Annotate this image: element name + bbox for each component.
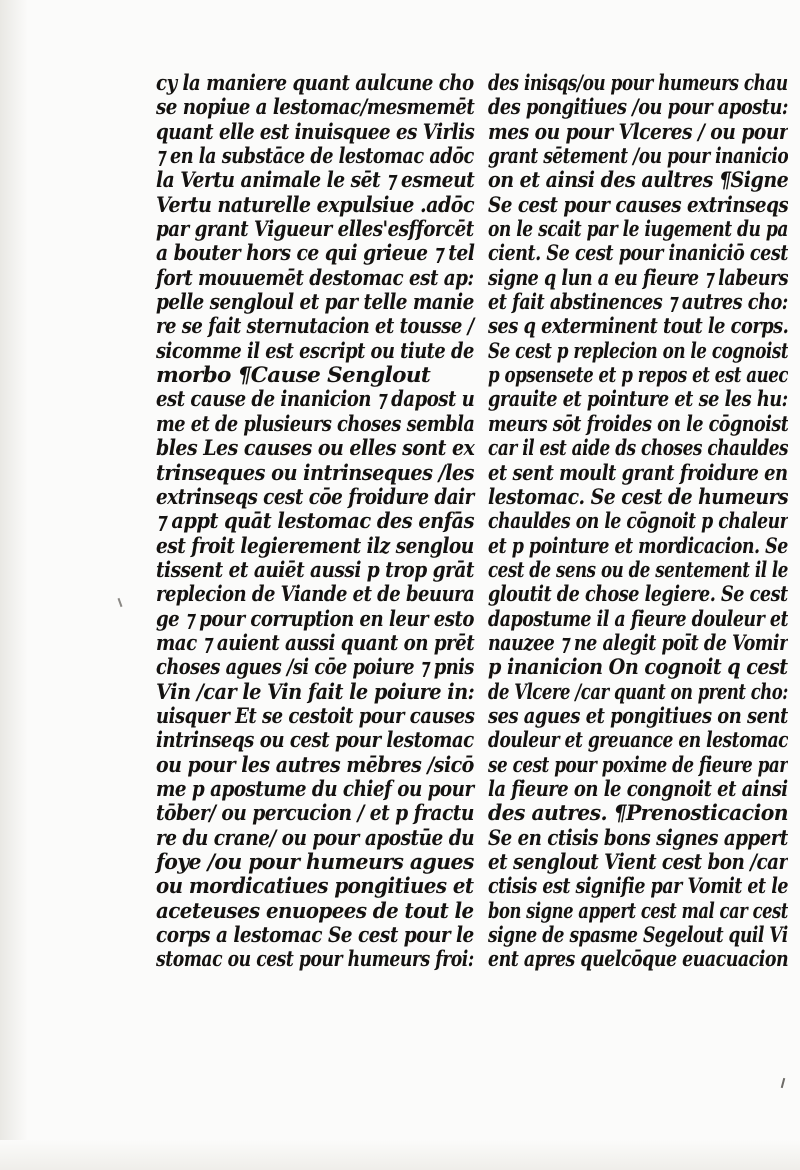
text-line: replecion de Viande et de beuura (156, 582, 475, 608)
text-line: chauldes on le cōgnoit p chaleur (488, 509, 788, 535)
text-line: on et ainsi des aultres ¶Signe (488, 168, 788, 194)
margin-mark (118, 598, 123, 607)
text-line: mac ⁊ auient aussi quant on prēt (156, 630, 475, 656)
text-line: et sent moult grant froidure en (488, 460, 788, 486)
text-line: et senglout Vient cest bon /car (488, 850, 788, 875)
text-line: se cest pour poxime de fieure par (488, 752, 788, 778)
margin-mark (781, 1078, 786, 1088)
text-line: Se en ctisis bons signes appert (488, 825, 788, 851)
text-line: des pongitiues /ou pour apostu: (488, 95, 788, 121)
text-line: la Vertu animale le sēt ⁊ esmeut (156, 168, 475, 194)
text-line: des autres. ¶Prenosticacion (488, 801, 788, 827)
text-line: Vin /car le Vin fait le poiure in: (156, 679, 475, 705)
text-line: de Vlcere /car quant on prent cho: (488, 679, 788, 705)
text-line: me p apostume du chief ou pour (156, 776, 474, 802)
text-line: morbo ¶Cause Senglout (156, 363, 431, 389)
text-line: signe q lun a eu fieure ⁊ labeurs (488, 265, 788, 291)
text-line: grant sētement /ou pour inanicio (488, 144, 788, 170)
text-line: intrinseqs ou cest pour lestomac (156, 728, 474, 754)
text-line: trinseques ou intrinseques /les (156, 460, 475, 486)
text-line: ou pour les autres mēbres /sicō (156, 752, 474, 778)
text-line: ctisis est signifie par Vomit et le (488, 874, 788, 900)
text-line: p inanicion On cognoit q cest (488, 655, 788, 681)
text-line: se nopiue a lestomac/mesmemēt (156, 95, 475, 121)
right-text-column (488, 72, 788, 973)
text-line: on le scait par le iugement du pa (488, 217, 788, 243)
text-line: des inisqs/ou pour humeurs chau (488, 72, 788, 96)
text-line: mes ou pour Vlceres / ou pour (488, 119, 788, 145)
text-line: cest de sens ou de sentement il le (488, 557, 788, 583)
text-line: tōber/ ou percucion / et p fractu (156, 801, 474, 827)
text-line: Se cest p replecion on le cognoist (488, 338, 788, 364)
text-line: stomac ou cest pour humeurs froi: (156, 947, 474, 973)
text-line: choses agues /si cōe poiure ⁊ pnis (156, 655, 474, 681)
text-line: et fait abstinences ⁊ autres cho: (488, 290, 788, 316)
text-line: nauzee ⁊ ne alegit poīt de Vomir (488, 630, 788, 656)
left-text-column (156, 72, 474, 973)
text-line: car il est aide ds choses chauldes (488, 436, 788, 462)
text-line: re se fait sternutacion et tousse / (156, 314, 474, 340)
text-line: ses q exterminent tout le corps. (488, 314, 788, 340)
text-line: pelle sengloul et par telle manie (156, 290, 474, 316)
text-line: me et de plusieurs choses sembla (156, 411, 475, 437)
text-line: ses agues et pongitiues on sent (488, 703, 788, 729)
text-line: sicomme il est escript ou tiute de (156, 338, 474, 364)
text-line: ⁊ appt quāt lestomac des enfās (156, 509, 474, 535)
text-line: dapostume il a fieure douleur et (488, 606, 788, 632)
text-line: gloutit de chose legiere. Se cest (488, 582, 788, 608)
text-line: quant elle est inuisquee es Virlis (156, 119, 475, 145)
text-line: re du crane/ ou pour apostūe du (156, 825, 475, 851)
text-line: cy la maniere quant aulcune cho (156, 71, 474, 96)
text-line: et p pointure et mordicacion. Se (488, 533, 788, 559)
text-line: fort mouuemēt destomac est ap: (156, 265, 474, 291)
text-line: uisquer Et se cestoit pour causes (156, 703, 475, 729)
page-gutter-shadow (0, 0, 28, 1170)
text-line: grauite et pointure et se les hu: (488, 387, 788, 413)
text-line: meurs sōt froides on le cōgnoist (488, 411, 788, 437)
text-line: foye /ou pour humeurs agues (156, 850, 474, 875)
text-line: tissent et auiēt aussi p trop grāt (156, 557, 474, 583)
text-line: ge ⁊ pour corruption en leur esto (156, 606, 474, 632)
text-line: par grant Vigueur elles'esfforcēt (156, 217, 474, 243)
text-line: ent apres quelcōque euacuacion (488, 947, 788, 973)
text-line: extrinseqs cest cōe froidure dair (156, 484, 474, 510)
text-line: lestomac. Se cest de humeurs (488, 484, 788, 510)
text-line: douleur et greuance en lestomac (488, 728, 788, 754)
text-line: bon signe appert cest mal car cest (488, 898, 788, 924)
text-line: signe de spasme Segelout quil Vi (488, 923, 788, 949)
text-line: aceteuses enuopees de tout le (156, 898, 474, 924)
text-line: Vertu naturelle expulsiue .adōc (156, 192, 475, 218)
text-line: corps a lestomac Se cest pour le (156, 923, 474, 949)
text-line: cient. Se cest pour inaniciō cest (488, 241, 788, 267)
text-line: p opsensete et p repos et est auec (488, 363, 788, 389)
page-bottom-shadow (0, 1140, 800, 1170)
text-line: ou mordicatiues pongitiues et (156, 874, 474, 900)
text-line: est cause de inanicion ⁊ dapost u (156, 387, 475, 413)
text-line: est froit legierement ilz senglou (156, 533, 474, 559)
text-line: Se cest pour causes extrinseqs (488, 192, 788, 218)
text-line: ⁊ en la substāce de lestomac adōc (156, 144, 474, 170)
text-line: bles Les causes ou elles sont ex (156, 436, 475, 462)
text-line: la fieure on le congnoit et ainsi (488, 776, 788, 802)
text-line: a bouter hors ce qui grieue ⁊ tel (156, 241, 475, 267)
